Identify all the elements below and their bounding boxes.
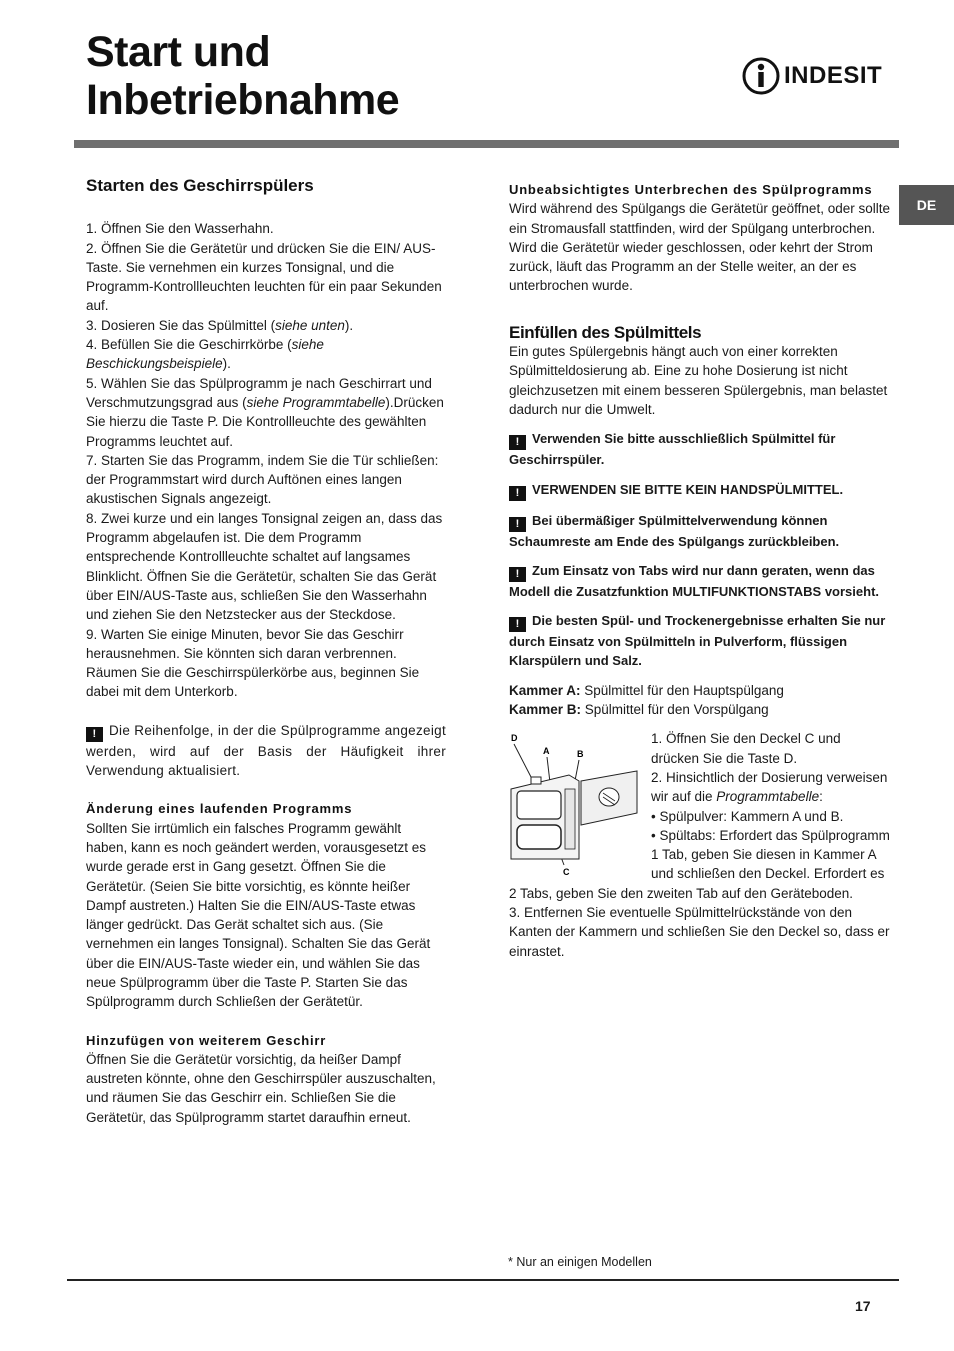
svg-text:A: A (543, 746, 550, 757)
footnote: * Nur an einigen Modellen (508, 1255, 652, 1269)
step-1: 1. Öffnen Sie den Wasserhahn. (86, 221, 274, 237)
order-note: ! Die Reihenfolge, in der die Spülprogramme angezeigt werden, wird auf der Basis der Häufigkeit ihrer Verwendung aktualisiert. (86, 722, 446, 779)
section-heading-start: Starten des Geschirrspülers (86, 176, 314, 195)
brand-name: INDESIT (784, 62, 883, 89)
change-program-text: Sollten Sie irrtümlich ein falsches Programm gewählt haben, kann es noch geändert werden, vorausgesetzt es wurde gerade erst in Gang gesetzt. Öffnen Sie die Gerätetür. (Seien Sie bitte vorsichtig, es könnte heißer Dampf austreten.) Halten Sie die EIN/AUS-Taste etwas länger gedrückt. Das Gerät schaltet sich aus. (Sie vernehmen ein langes Tonsignal). Schalten Sie das Gerät über die EIN/AUS-Taste wieder ein, und wählen Sie das neue Spülprogramm über die Taste P. Starten Sie das Spülprogramm durch Schließen der Gerätetür. (86, 820, 431, 1010)
language-tab[interactable]: DE (899, 185, 954, 225)
bullet-powder: • Spülpulver: Kammern A und B. (651, 808, 844, 824)
page-title (86, 28, 399, 124)
warning-4: ! Zum Einsatz von Tabs wird nur dann geraten, wenn das Modell die Zusatzfunktion MULTIFUNKTIONSTABS vorsieht. (509, 562, 880, 599)
add-dishes-heading: Hinzufügen von weiterem Geschirr (86, 1032, 327, 1048)
header-rule (74, 140, 899, 148)
instruction-2: 2. Hinsichtlich der Dosierung verweisen wir auf die Programmtabelle: (651, 769, 888, 805)
right-column (509, 180, 891, 961)
footer-rule (67, 1279, 899, 1281)
warning-3: ! Bei übermäßiger Spülmittelverwendung können Schaumreste am Ende des Spülgangs zurückbleiben. (509, 512, 840, 549)
warning-icon: ! (509, 567, 526, 582)
title-line-2: Inbetriebnahme (86, 76, 400, 124)
instruction-3: 3. Entfernen Sie eventuelle Spülmittelrückstände von den Kanten der Kammern und schließen Sie den Deckel so, dass er einrastet. (509, 905, 890, 959)
step-2: 2. Öffnen Sie die Gerätetür und drücken Sie die EIN/ AUS-Taste. Sie vernehmen ein kurzes Tonsignal, und die Programm-Kontrollleuchten leuchten für ein paar Sekunden auf. (86, 240, 442, 314)
page-number: 17 (855, 1298, 871, 1314)
svg-text:B: B (577, 749, 584, 760)
dosing-instructions (509, 729, 891, 961)
warning-icon: ! (509, 517, 526, 532)
step-7: 7. Starten Sie das Programm, indem Sie die Tür schließen: der Programmstart wird durch Auftönen eines langen akustischen Signals angezeigt. (86, 452, 439, 507)
chamber-b: Kammer B: Spülmittel für den Vorspülgang (509, 702, 769, 718)
detergent-dispenser-diagram (509, 729, 641, 879)
detergent-text: Ein gutes Spülergebnis hängt auch von einer korrekten Spülmitteldosierung ab. Eine zu hohe Dosierung ist nicht gleichzusetzen mit einem besseren Spülergebnis, man belastet dadurch nur die Umwelt. (509, 344, 888, 417)
interrupt-heading: Unbeabsichtigtes Unterbrechen des Spülprogramms (509, 182, 873, 197)
svg-text:D: D (511, 733, 518, 744)
chamber-a: Kammer A: Spülmittel für den Hauptspülgang (509, 682, 784, 698)
left-column (86, 176, 446, 1127)
warning-icon: ! (509, 486, 526, 501)
step-4: 4. Befüllen Sie die Geschirrkörbe (siehe Beschickungsbeispiele). (86, 337, 324, 372)
svg-text:C: C (563, 867, 570, 878)
change-program-heading: Änderung eines laufenden Programms (86, 801, 353, 817)
detergent-heading: Einfüllen des Spülmittels (509, 322, 702, 342)
warning-icon: ! (86, 727, 103, 742)
add-dishes-text: Öffnen Sie die Gerätetür vorsichtig, da heißer Dampf austreten könnte, ohne den Geschirrspüler auszuschalten, und räumen Sie das Geschirr ein. Schließen Sie die Gerätetür, das Spülprogramm startet daraufhin erneut. (86, 1051, 436, 1125)
warning-2: ! VERWENDEN SIE BITTE KEIN HANDSPÜLMITTEL. (509, 480, 891, 501)
instruction-1: 1. Öffnen Sie den Deckel C und drücken Sie die Taste D. (651, 731, 841, 766)
warning-icon: ! (509, 617, 526, 632)
step-3: 3. Dosieren Sie das Spülmittel (siehe unten). (86, 317, 354, 333)
warning-1: ! Verwenden Sie bitte ausschließlich Spülmittel für Geschirrspüler. (509, 431, 836, 468)
title-line-1: Start und (86, 28, 271, 76)
interrupt-text: Wird während des Spülgangs die Gerätetür geöffnet, oder sollte ein Stromausfall stattfinden, wird der Spülgang unterbrochen. Wird die Gerätetür wieder geschlossen, oder kehrt der Strom zurück, läuft das Programm an der Stelle weiter, an der es unterbrochen wurde. (509, 201, 890, 294)
step-5: 5. Wählen Sie das Spülprogramm je nach Geschirrart und Verschmutzungsgrad aus (siehe Programmtabelle).Drücken Sie hierzu die Taste P. Die Kontrollleuchte des gewählten Programms leuchtet auf. (86, 375, 444, 449)
step-8: 8. Zwei kurze und ein langes Tonsignal zeigen an, dass das Programm abgelaufen ist. Die dem Programm entsprechende Kontrollleuchte schaltet auf langsames Blinklicht. Öffnen Sie die Gerätetür, schalten Sie das Gerät über EIN/AUS-Taste aus, schließen Sie den Wasserhahn und ziehen Sie den Netzstecker aus der Steckdose. (86, 510, 443, 623)
warning-5: ! Die besten Spül- und Trockenergebnisse erhalten Sie nur durch Einsatz von Spülmitteln in Pulverform, flüssigen Klarspülern und Salz. (509, 613, 886, 669)
step-9: 9. Warten Sie einige Minuten, bevor Sie das Geschirr herausnehmen. Sie könnten sich daran verbrennen. Räumen Sie die Geschirrspülerkörbe aus, beginnen Sie dabei mit dem Unterkorb. (86, 626, 420, 700)
bullet-tabs: • Spültabs: Erfordert das Spülprogramm 1 Tab, geben Sie diesen in Kammer A und schließen den Deckel. Erfordert es 2 Tabs, geben Sie den zweiten Tab auf den Geräteboden. (509, 827, 890, 901)
warning-icon: ! (509, 435, 526, 450)
